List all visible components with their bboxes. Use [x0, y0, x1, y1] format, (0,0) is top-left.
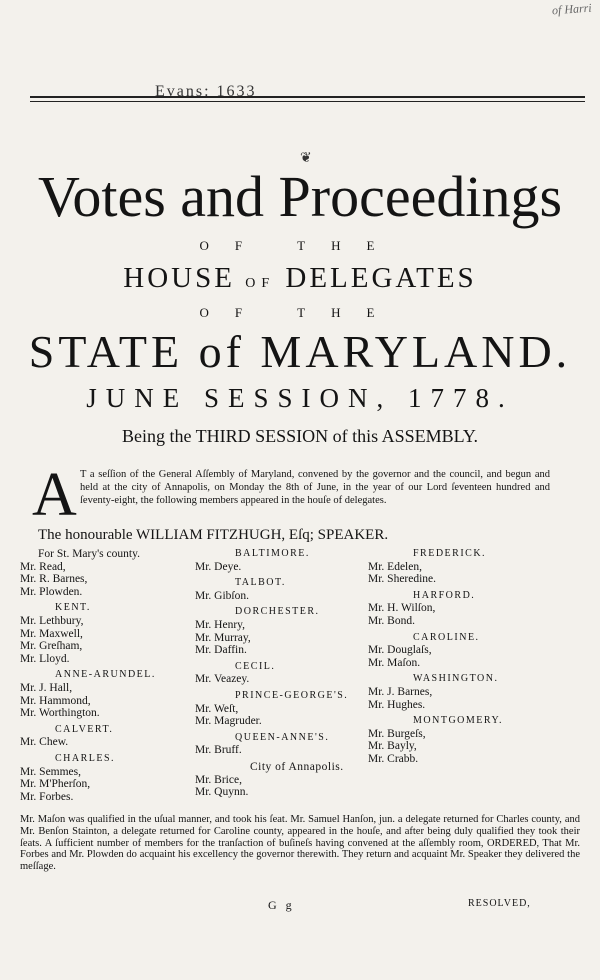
drop-cap: A [32, 461, 77, 529]
member-name: Mr. Lethbury, [20, 614, 84, 627]
member-name: Mr. Semmes, [20, 765, 82, 778]
member-name: Mr. H. Wilſon, [368, 602, 436, 615]
signature-mark: G g [268, 898, 295, 912]
handwritten-annotation: of Harri [551, 0, 593, 18]
title-of: OF [245, 276, 276, 291]
title-delegates: DELEGATES [285, 262, 477, 294]
member-name: Mr. Magruder. [195, 715, 262, 728]
member-name: Mr. Quynn. [195, 786, 249, 799]
member-name: Mr. Bayly, [368, 740, 417, 753]
county-heading: FREDERICK. [413, 548, 487, 559]
member-name: Mr. Brice, [195, 773, 242, 786]
member-name: Mr. Henry, [195, 618, 246, 631]
member-name: Mr. J. Barnes, [368, 685, 433, 698]
member-name: Mr. Edelen, [368, 560, 422, 573]
proceedings-paragraph: Mr. Maſon was qualified in the uſual manner, and took his ſeat. Mr. Samuel Hanſon, jun. a delegate returned for Charles county, and Mr. Benſon Stainton, a delegate returned for Caroline county, appeared in the houſe, and after being duly qualified they took their ſeats. A ſufficient number of members for the tranſaction of buſineſs having convened at the aſſembly room, ORDERED, That Mr. Forbes and Mr. Plowden do acquaint his excellency the governor therewith. They return and acquaint Mr. Speaker they delivered the meſſage. [20, 814, 580, 873]
county-heading: MONTGOMERY. [413, 715, 503, 727]
members-column-3 [368, 548, 543, 766]
county-heading: For St. Mary's county. [38, 548, 140, 560]
intro-paragraph: T a seſſion of the General Aſſembly of Maryland, convened by the governor and the council, and begun and held at the city of Annapolis, on Monday the 8th of June, in the year of our Lord ſeventeen hundred and ſeventy-eight, the following members appeared in the houſe of delegates. [80, 469, 550, 506]
county-heading: QUEEN-ANNE'S. [235, 731, 330, 743]
county-heading: ANNE-ARUNDEL. [55, 669, 156, 681]
member-name: Mr. Veazey. [195, 673, 250, 686]
member-name: Mr. Sheredine. [368, 573, 437, 586]
county-heading: PRINCE-GEORGE'S. [235, 689, 349, 701]
catchword: RESOLVED, [468, 898, 531, 909]
member-name: Mr. Chew. [20, 736, 69, 749]
member-name: Mr. Deye. [195, 560, 242, 573]
title-house: HOUSE [123, 262, 235, 294]
county-heading: HARFORD. [413, 589, 476, 601]
county-heading: KENT. [55, 602, 91, 614]
members-column-1 [20, 548, 195, 803]
member-name: Mr. Daffin. [195, 644, 247, 657]
members-column-2 [195, 548, 370, 799]
title-of-the: OF THE [199, 238, 401, 253]
county-heading: CALVERT. [55, 723, 114, 735]
ornament-icon: ❦ [300, 151, 312, 166]
county-heading: TALBOT. [235, 577, 286, 589]
county-heading: BALTIMORE. [235, 548, 310, 559]
member-name: Mr. Gibſon. [195, 589, 249, 602]
member-name: Mr. Lloyd. [20, 652, 70, 665]
member-name: Mr. Forbes. [20, 790, 74, 803]
county-heading: CHARLES. [55, 752, 116, 764]
member-name: Mr. Weſt, [195, 702, 239, 715]
member-name: Mr. Hammond, [20, 694, 91, 707]
member-name: Mr. Worthington. [20, 707, 100, 720]
title-votes-and-proceedings: Votes and Proceedings [37, 164, 563, 229]
member-name: Mr. Greſham, [20, 640, 83, 653]
header-rule-thin [30, 101, 585, 102]
member-name: Mr. Maſon. [368, 656, 421, 669]
county-heading: City of Annapolis. [250, 760, 344, 773]
member-name: Mr. M'Pherſon, [20, 778, 91, 791]
member-name: Mr. J. Hall, [20, 681, 73, 694]
member-name: Mr. Read, [20, 560, 66, 573]
member-name: Mr. Bond. [368, 614, 415, 627]
title-state-of-maryland: STATE of MARYLAND. [28, 326, 572, 377]
member-name: Mr. Douglaſs, [368, 644, 432, 657]
member-name: Mr. Crabb. [368, 752, 419, 765]
member-name: Mr. R. Barnes, [20, 573, 88, 586]
member-name: Mr. Hughes. [368, 698, 426, 711]
title-house-of-delegates [0, 262, 600, 295]
member-name: Mr. Maxwell, [20, 627, 83, 640]
member-name: Mr. Bruff. [195, 744, 242, 757]
speaker-line: The honourable WILLIAM FITZHUGH, Eſq; SPEAKER. [38, 527, 389, 543]
member-name: Mr. Plowden. [20, 585, 83, 598]
session-subtitle: Being the THIRD SESSION of this ASSEMBLY. [121, 426, 479, 446]
library-mark: Evans: 1633 [155, 83, 257, 100]
title-of-the-2: OF THE [199, 305, 401, 320]
county-heading: WASHINGTON. [413, 673, 499, 685]
session-heading: JUNE SESSION, 1778. [86, 383, 514, 413]
county-heading: CECIL. [235, 660, 276, 672]
county-heading: CAROLINE. [413, 631, 480, 643]
member-name: Mr. Burgeſs, [368, 727, 426, 740]
member-name: Mr. Murray, [195, 631, 251, 644]
county-heading: DORCHESTER. [235, 606, 320, 618]
header-rule [30, 96, 585, 98]
